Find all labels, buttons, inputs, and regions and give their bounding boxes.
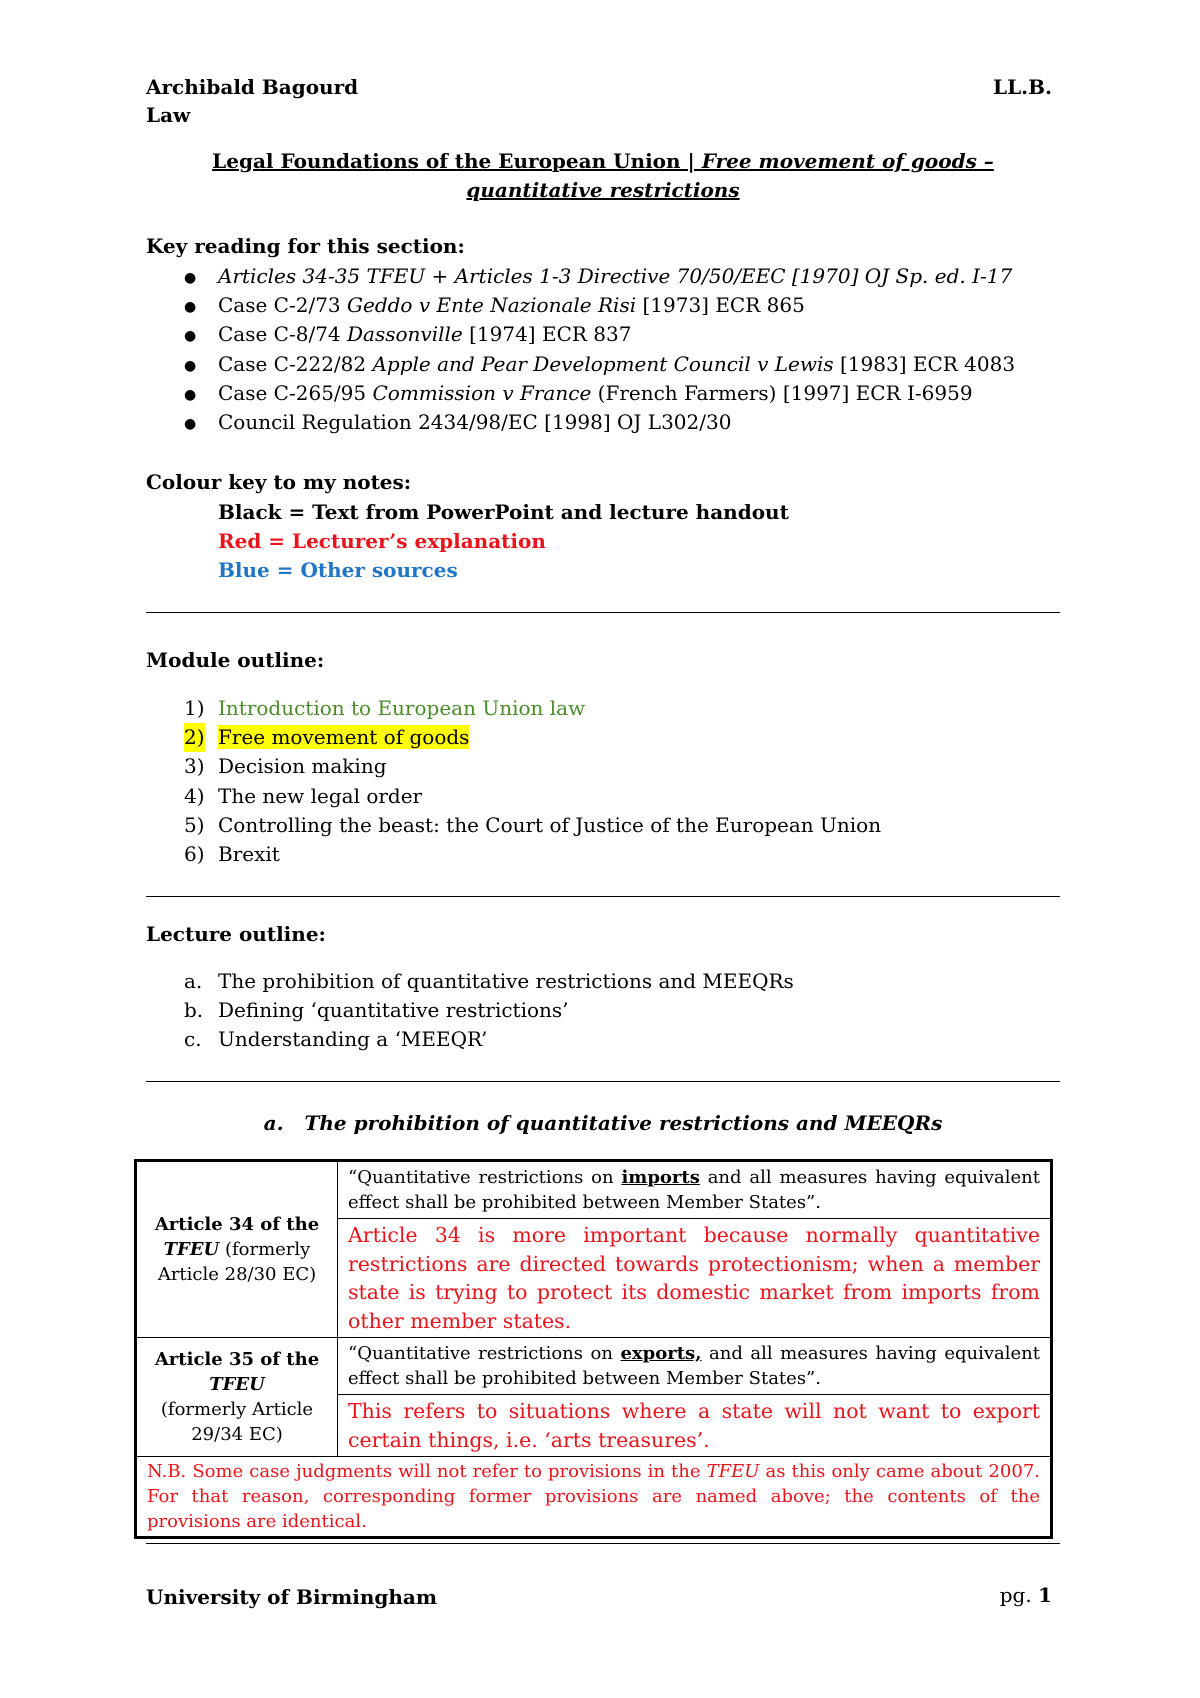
article-34-label: Article 34 of the TFEU (formerly Article 28/30 EC) <box>136 1161 338 1338</box>
colour-key-blue: Blue = Other sources <box>218 558 458 582</box>
article-35-quote: “Quantitative restrictions on exports, and all measures having equivalent effect shall be prohibited between Member States”. <box>338 1338 1052 1395</box>
bullet-icon: ● <box>184 386 197 403</box>
module-outline-list <box>184 694 881 869</box>
lecture-outline-heading: Lecture outline: <box>146 922 326 946</box>
bullet-icon: ● <box>184 270 197 286</box>
table-note: N.B. Some case judgments will not refer to provisions in the TFEU as this only came about 2007. For that reason, corresponding former provisions are named above; the contents of the provisions are identical. <box>136 1457 1052 1538</box>
bullet-icon: ● <box>184 416 197 433</box>
list-item: ● Case C-265/95 Commission v France (French Farmers) [1997] ECR I-6959 <box>184 379 1015 408</box>
list-item: 6) Brexit <box>184 842 280 867</box>
list-item: 3) Decision making <box>184 754 387 779</box>
module-outline-heading: Module outline: <box>146 648 325 672</box>
page-number: pg. 1 <box>999 1583 1052 1607</box>
bullet-icon: ● <box>184 299 197 316</box>
articles-table <box>134 1159 1053 1539</box>
list-item: ● Articles 34-35 TFEU + Articles 1-3 Directive 70/50/EEC [1970] OJ Sp. ed. I-17 <box>184 262 1015 291</box>
bullet-icon: ● <box>184 357 197 374</box>
list-item: 4) The new legal order <box>184 783 423 808</box>
article-35-label: Article 35 of the TFEU (formerly Article 29/34 EC) <box>136 1338 338 1457</box>
colour-key-black: Black = Text from PowerPoint and lecture handout <box>218 500 789 524</box>
section-a-heading: a. The prohibition of quantitative restrictions and MEEQRs <box>263 1111 943 1135</box>
list-item: 5) Controlling the beast: the Court of Justice of the European Union <box>184 812 882 837</box>
list-item: ● Case C-222/82 Apple and Pear Development Council v Lewis [1983] ECR 4083 <box>184 350 1015 379</box>
degree-label: LL.B. <box>993 75 1052 99</box>
lecture-outline-list <box>184 967 794 1055</box>
article-34-explanation: Article 34 is more important because normally quantitative restrictions are directed towards protectionism; when a member state is trying to protect its domestic market from imports from other member states. <box>338 1219 1052 1338</box>
article-34-quote: “Quantitative restrictions on imports and all measures having equivalent effect shall be prohibited between Member States”. <box>338 1161 1052 1219</box>
topic-title: Free movement of goods – quantitative restrictions <box>466 149 994 202</box>
list-item: ● Case C-8/74 Dassonville [1974] ECR 837 <box>184 320 1015 349</box>
divider <box>146 1081 1060 1082</box>
list-item: c. Understanding a ‘MEEQR’ <box>184 1027 488 1052</box>
list-item: ● Case C-2/73 Geddo v Ente Nazionale Risi [1973] ECR 865 <box>184 291 1015 320</box>
divider <box>146 612 1060 613</box>
document-title <box>146 147 1060 205</box>
colour-key-red: Red = Lecturer’s explanation <box>218 529 546 553</box>
current-module-highlight: Free movement of goods <box>218 725 470 750</box>
divider <box>146 1543 1060 1544</box>
author-name: Archibald Bagourd <box>146 75 359 99</box>
colour-key-heading: Colour key to my notes: <box>146 470 412 494</box>
table-row <box>136 1338 1052 1395</box>
key-reading-heading: Key reading for this section: <box>146 234 465 258</box>
course-title: Legal Foundations of the European Union <box>212 149 681 173</box>
key-reading-list <box>184 262 1015 437</box>
list-item: 2) Free movement of goods <box>184 723 881 752</box>
subject-label: Law <box>146 103 191 127</box>
list-item: b. Defining ‘quantitative restrictions’ <box>184 998 569 1023</box>
article-35-explanation: This refers to situations where a state will not want to export certain things, i.e. ‘arts treasures’. <box>338 1395 1052 1457</box>
bullet-icon: ● <box>184 328 197 345</box>
table-row <box>136 1161 1052 1219</box>
divider <box>146 896 1060 897</box>
list-item: 1) Introduction to European Union law <box>184 696 586 720</box>
table-row <box>136 1457 1052 1538</box>
list-item: a. The prohibition of quantitative restrictions and MEEQRs <box>184 969 794 993</box>
title-separator: | <box>680 149 702 173</box>
footer-university: University of Birmingham <box>146 1585 438 1609</box>
list-item: ● Council Regulation 2434/98/EC [1998] OJ L302/30 <box>184 408 1015 437</box>
